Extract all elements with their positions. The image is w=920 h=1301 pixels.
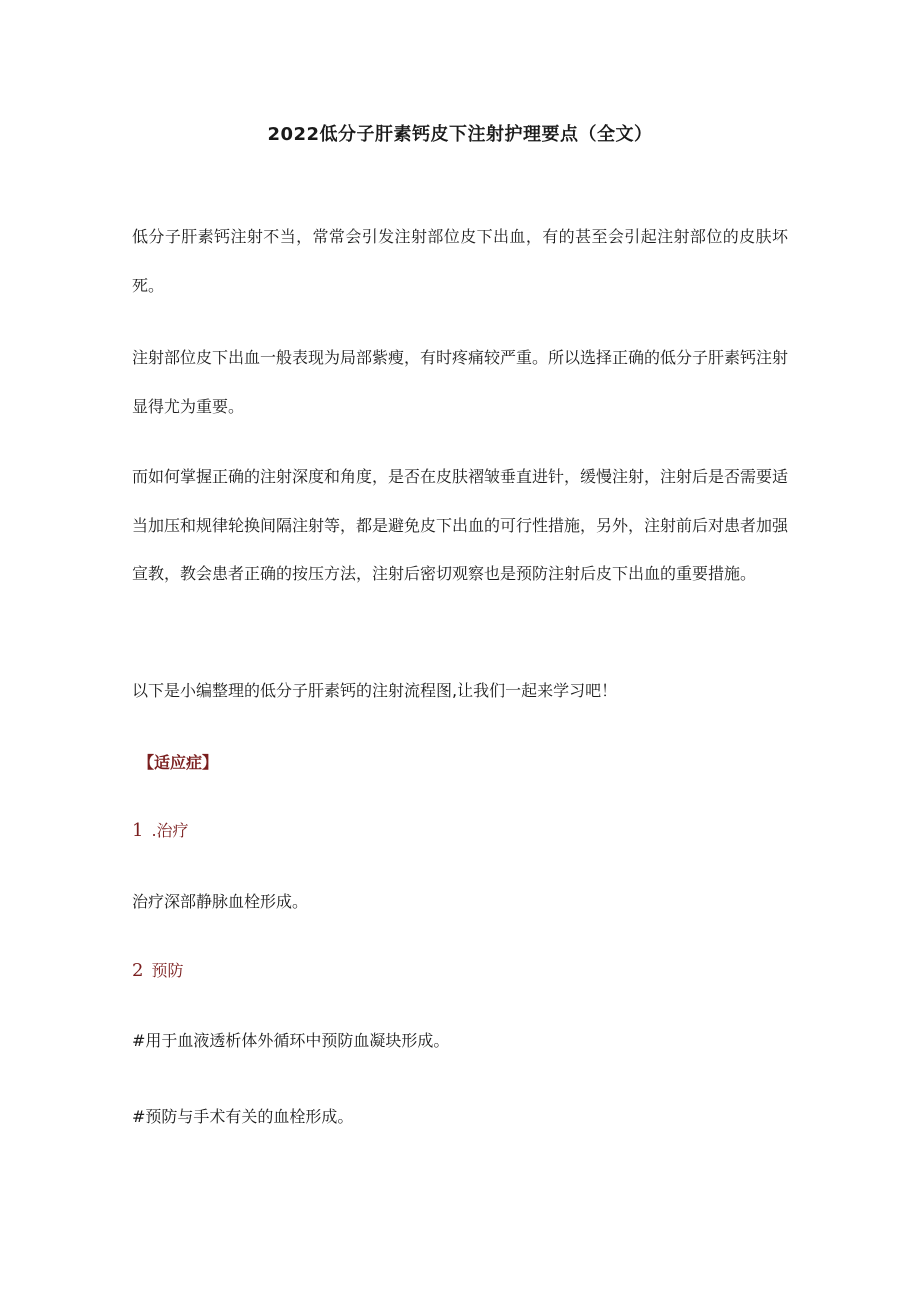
section-heading-indications: 【适应症】 (138, 753, 219, 772)
paragraph-measures: 而如何掌握正确的注射深度和角度，是否在皮肤褶皱垂直进针，缓慢注射，注射后是否需要适当加压和规律轮换间隔注射等，都是避免皮下出血的可行性措施，另外，注射前后对患者加强宣教，教会患者正确的按压方法，注射后密切观察也是预防注射后皮下出血的重要措施。 (132, 467, 789, 583)
paragraph-intro: 低分子肝素钙注射不当，常常会引发注射部位皮下出血，有的甚至会引起注射部位的皮肤坏死。 (132, 227, 788, 295)
subsection-heading-prevention (132, 958, 183, 981)
document-title: 2022低分子肝素钙皮下注射护理要点（全文） (267, 124, 653, 145)
subsection-number: 2 (132, 960, 144, 981)
subsection-heading-treatment (132, 818, 189, 841)
treatment-text: 治疗深部静脉血栓形成。 (132, 892, 309, 911)
subsection-number: 1 (132, 820, 144, 841)
prevention-item: #预防与手术有关的血栓形成。 (132, 1107, 354, 1126)
subsection-label: .治疗 (151, 821, 189, 840)
paragraph-flowchart-intro: 以下是小编整理的低分子肝素钙的注射流程图,让我们一起来学习吧！ (132, 681, 618, 700)
prevention-item: #用于血液透析体外循环中预防血凝块形成。 (132, 1031, 450, 1050)
paragraph-symptoms: 注射部位皮下出血一般表现为局部紫瘦，有时疼痛较严重。所以选择正确的低分子肝素钙注射显得尤为重要。 (132, 348, 789, 416)
subsection-label: 预防 (151, 961, 184, 980)
